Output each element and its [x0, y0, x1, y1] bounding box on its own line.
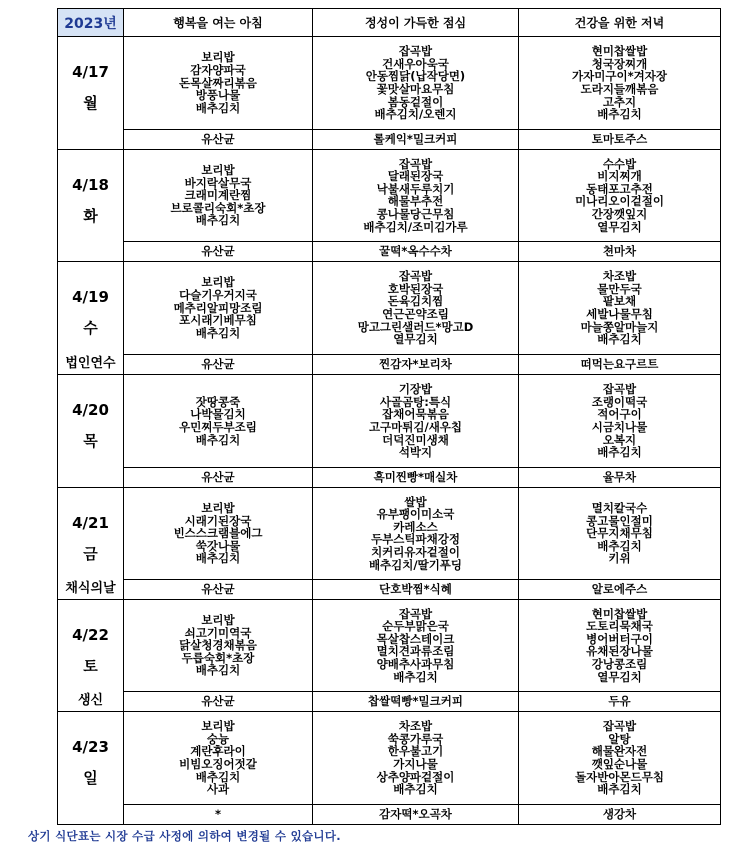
day-cell — [58, 488, 124, 600]
menu-item: 보리밥 — [201, 500, 235, 515]
snack-dinner-cell: 떠먹는요구르트 — [519, 354, 721, 374]
day-date: 4/19 — [72, 288, 109, 306]
dinner-cell — [519, 600, 721, 692]
snack-dinner-cell: 생강차 — [519, 804, 721, 824]
menu-item: 배추김치 — [597, 445, 642, 460]
menu-item: 비지찌개 — [597, 169, 642, 184]
day-weekday: 금 — [83, 545, 98, 563]
snack-row — [58, 129, 721, 149]
menu-item: 배추김치 — [195, 769, 241, 784]
menu-item: 고추지 — [602, 94, 637, 109]
menu-item: 콩고물인절미 — [586, 513, 653, 528]
menu-item: 낙불새두루치기 — [376, 181, 455, 196]
menu-item: 크래미계란찜 — [184, 188, 252, 203]
menu-item: 호박된장국 — [387, 281, 444, 296]
menu-item: 차조밥 — [398, 719, 433, 734]
lunch-cell — [313, 37, 519, 130]
header-row — [58, 9, 721, 37]
menu-item: 배추김치 — [597, 107, 642, 122]
day-row — [58, 262, 721, 355]
lunch-cell — [313, 150, 519, 242]
menu-item: 배추김치 — [195, 213, 241, 228]
menu-item: 석박지 — [398, 445, 433, 460]
day-row — [58, 712, 721, 805]
menu-item: 강낭콩조림 — [591, 657, 648, 671]
menu-item: 우민찌두부조림 — [179, 419, 257, 434]
menu-item: 망고그린샐러드*망고D — [357, 319, 474, 334]
day-note: 생신 — [77, 693, 104, 708]
menu-item: 두릅숙회*초장 — [181, 650, 255, 665]
menu-item: 더덕진미생채 — [382, 432, 449, 447]
menu-item: 현미찹쌀밥 — [591, 44, 648, 59]
day-row — [58, 488, 721, 580]
dinner-cell — [519, 262, 721, 355]
dinner-cell — [519, 488, 721, 580]
day-date: 4/22 — [72, 626, 109, 644]
day-row — [58, 600, 721, 692]
menu-item: 도라지들깨볶음 — [580, 81, 659, 96]
snack-breakfast-cell: 유산균 — [124, 691, 313, 711]
day-cell — [58, 600, 124, 712]
menu-item: 숭늉 — [206, 731, 230, 746]
day-note: 법인연수 — [65, 356, 116, 371]
menu-item: 사골곰탕:특식 — [379, 394, 452, 409]
menu-item: 가자미구이*겨자장 — [572, 69, 667, 84]
menu-item: 빈스스크램블에그 — [173, 526, 263, 541]
snack-dinner-cell: 율무차 — [519, 467, 721, 487]
lunch-cell — [313, 600, 519, 692]
breakfast-cell — [124, 262, 313, 355]
menu-item: 잡곡밥 — [398, 269, 433, 284]
snack-lunch-cell: 흑미찐빵*매실차 — [313, 467, 519, 487]
snack-lunch-cell: 꿀떡*옥수수차 — [313, 241, 519, 261]
menu-item: 배추김치/딸기푸딩 — [368, 557, 463, 572]
dinner-header: 건강을 위한 저녁 — [519, 9, 721, 37]
dinner-cell — [519, 37, 721, 130]
menu-item: 쌀밥 — [404, 494, 427, 509]
day-cell — [58, 262, 124, 375]
day-date: 4/21 — [72, 514, 109, 532]
menu-item: 미나리오이겉절이 — [575, 194, 664, 209]
menu-table — [57, 8, 721, 825]
menu-item: 배추김치 — [597, 332, 642, 347]
menu-item: 돌자반아몬드무침 — [575, 769, 664, 784]
day-note: 채식의날 — [65, 581, 116, 596]
menu-item: 보리밥 — [201, 612, 235, 627]
menu-item: 잡곡밥 — [398, 606, 433, 621]
menu-item: 두부스틱파채강정 — [371, 532, 460, 547]
snack-dinner-cell: 쳔마차 — [519, 241, 721, 261]
menu-item: 보리밥 — [201, 275, 235, 290]
menu-item: 알탕 — [608, 731, 631, 746]
menu-item: 해물부추전 — [387, 194, 444, 209]
day-row — [58, 150, 721, 242]
snack-row — [58, 804, 721, 824]
snack-breakfast-cell: * — [124, 804, 313, 824]
menu-item: 잡곡밥 — [602, 719, 637, 734]
menu-item: 목살찹스테이크 — [376, 631, 455, 646]
menu-item: 열무김치 — [393, 332, 438, 347]
menu-item: 양배추사과무침 — [376, 657, 455, 671]
menu-item: 배추김치 — [393, 782, 438, 797]
menu-item: 계란후라이 — [190, 744, 246, 759]
menu-item: 팥보채 — [602, 294, 637, 309]
snack-lunch-cell: 찹쌀떡빵*밀크커피 — [313, 691, 519, 711]
menu-item: 배추김치/조미김가루 — [363, 219, 468, 234]
menu-item: 잣땅콩죽 — [195, 394, 241, 409]
day-weekday: 화 — [83, 207, 98, 225]
lunch-header: 정성이 가득한 점심 — [313, 9, 519, 37]
snack-lunch-cell: 감자떡*오곡차 — [313, 804, 519, 824]
menu-item: 비빔오징어젓갈 — [179, 756, 257, 771]
menu-item: 보리밥 — [201, 162, 235, 177]
dinner-cell — [519, 150, 721, 242]
day-row — [58, 37, 721, 130]
menu-item: 포시래기베무침 — [179, 313, 257, 328]
breakfast-cell — [124, 150, 313, 242]
menu-item: 배추김치 — [597, 782, 642, 797]
menu-item: 해물완자전 — [591, 744, 648, 759]
menu-item: 현미찹쌀밥 — [591, 606, 648, 621]
menu-item: 한우불고기 — [387, 744, 444, 759]
day-date: 4/18 — [72, 176, 109, 194]
day-row — [58, 375, 721, 468]
dinner-cell — [519, 375, 721, 468]
menu-item: 배추김치 — [597, 538, 642, 553]
menu-item: 쑥갓나물 — [195, 538, 241, 553]
menu-item: 가지나물 — [393, 756, 438, 771]
menu-item: 바지락살무국 — [184, 175, 252, 190]
day-date: 4/20 — [72, 401, 109, 419]
menu-item: 동태포고추전 — [586, 181, 653, 196]
lunch-cell — [313, 262, 519, 355]
menu-item: 차조밥 — [602, 269, 637, 284]
menu-item: 사과 — [206, 782, 230, 797]
day-cell — [58, 37, 124, 150]
menu-item: 꽃맛살마요무침 — [376, 81, 455, 96]
menu-item: 시래기된장국 — [184, 513, 252, 528]
menu-item: 잡곡밥 — [398, 156, 433, 171]
menu-item: 병어버터구이 — [586, 631, 653, 646]
menu-item: 배추김치 — [393, 669, 438, 684]
menu-item: 나박물김치 — [190, 407, 246, 422]
menu-item: 마늘쫑알마늘지 — [580, 319, 659, 334]
menu-item: 배추김치 — [195, 100, 241, 115]
day-weekday: 목 — [83, 432, 98, 450]
menu-item: 오복지 — [602, 432, 637, 447]
menu-item: 열무김치 — [597, 669, 642, 684]
menu-item: 단무지채무침 — [586, 526, 653, 541]
menu-item: 멸치칼국수 — [591, 500, 648, 515]
day-weekday: 일 — [83, 769, 98, 787]
snack-dinner-cell: 토마토주스 — [519, 129, 721, 149]
menu-item: 세발나물무침 — [586, 306, 653, 321]
menu-item: 연근곤약조림 — [382, 306, 449, 321]
menu-item: 간장깻잎지 — [591, 207, 648, 221]
snack-lunch-cell: 롤케익*밀크커피 — [313, 129, 519, 149]
dinner-cell — [519, 712, 721, 805]
day-cell — [58, 375, 124, 488]
lunch-cell — [313, 375, 519, 468]
day-weekday: 수 — [83, 319, 98, 337]
year-header: 2023년 — [58, 9, 124, 37]
menu-item: 쇠고기미역국 — [184, 625, 252, 640]
snack-breakfast-cell: 유산균 — [124, 129, 313, 149]
menu-item: 방풍나물 — [195, 88, 241, 103]
menu-item: 배추김치 — [195, 551, 241, 566]
snack-row — [58, 241, 721, 261]
day-date: 4/17 — [72, 63, 109, 81]
breakfast-header: 행복을 여는 아침 — [124, 9, 313, 37]
menu-item: 배추김치 — [195, 432, 241, 447]
day-cell — [58, 712, 124, 825]
snack-breakfast-cell: 유산균 — [124, 467, 313, 487]
snack-row — [58, 579, 721, 599]
menu-item: 유채된장나물 — [586, 644, 653, 659]
menu-item: 시금치나물 — [591, 419, 648, 434]
menu-item: 적어구이 — [597, 407, 642, 422]
day-weekday: 월 — [83, 94, 98, 112]
breakfast-cell — [124, 375, 313, 468]
menu-item: 브로콜리숙회*초장 — [170, 200, 266, 215]
menu-item: 봄동겉절이 — [387, 94, 444, 109]
menu-item: 다슬기우거지국 — [179, 288, 257, 303]
menu-item: 콩나물당근무침 — [376, 207, 455, 221]
day-date: 4/23 — [72, 738, 109, 756]
menu-item: 유부팽이미소국 — [376, 507, 455, 522]
menu-item: 물만두국 — [597, 281, 642, 296]
menu-item: 순두부맑은국 — [382, 619, 449, 634]
menu-item: 기장밥 — [398, 382, 433, 397]
menu-item: 닭살청경채볶음 — [179, 638, 257, 653]
menu-item: 고구마튀김/새우칩 — [368, 419, 463, 434]
menu-item: 키위 — [608, 551, 631, 566]
lunch-cell — [313, 712, 519, 805]
menu-item: 건새우아욱국 — [382, 56, 449, 71]
breakfast-cell — [124, 37, 313, 130]
snack-lunch-cell: 찐감자*보리차 — [313, 354, 519, 374]
menu-item: 조랭이떡국 — [591, 394, 648, 409]
menu-item: 카레소스 — [393, 519, 438, 534]
snack-breakfast-cell: 유산균 — [124, 241, 313, 261]
snack-row — [58, 691, 721, 711]
snack-dinner-cell: 두유 — [519, 691, 721, 711]
menu-item: 열무김치 — [597, 219, 642, 234]
snack-lunch-cell: 단호박찜*식혜 — [313, 579, 519, 599]
menu-item: 돈목살짜리볶음 — [179, 75, 257, 90]
day-weekday: 토 — [83, 657, 98, 675]
menu-item: 치커리유자겉절이 — [371, 545, 460, 559]
snack-row — [58, 467, 721, 487]
menu-item: 보리밥 — [201, 50, 235, 65]
footer-note: 상기 식단표는 시장 수급 사정에 의하여 변경될 수 있습니다. — [28, 829, 341, 843]
menu-item: 수수밥 — [602, 156, 637, 171]
lunch-cell — [313, 488, 519, 580]
menu-item: 청국장찌개 — [591, 56, 648, 71]
snack-dinner-cell: 알로에주스 — [519, 579, 721, 599]
snack-breakfast-cell: 유산균 — [124, 354, 313, 374]
menu-item: 돈육김치찜 — [387, 294, 444, 309]
menu-item: 잡채어묵볶음 — [382, 407, 449, 422]
menu-item: 감자양파국 — [190, 63, 246, 78]
menu-item: 깻잎순나물 — [591, 756, 648, 771]
menu-item: 잡곡밥 — [602, 382, 637, 397]
breakfast-cell — [124, 712, 313, 805]
menu-item: 보리밥 — [201, 719, 235, 734]
menu-item: 잡곡밥 — [398, 44, 433, 59]
menu-item: 메추리알피망조림 — [173, 300, 263, 315]
menu-item: 배추김치 — [195, 325, 241, 340]
menu-item: 상추양파겉절이 — [376, 769, 455, 784]
menu-item: 멸치견과류조림 — [376, 644, 455, 659]
menu-item: 배추김치/오렌지 — [374, 107, 457, 122]
menu-item: 달래된장국 — [387, 169, 444, 184]
breakfast-cell — [124, 488, 313, 580]
menu-item: 배추김치 — [195, 663, 241, 678]
snack-breakfast-cell: 유산균 — [124, 579, 313, 599]
day-cell — [58, 150, 124, 262]
menu-item: 도토리묵채국 — [586, 619, 653, 634]
menu-item: 안동찜닭(납작당면) — [365, 69, 466, 84]
snack-row — [58, 354, 721, 374]
breakfast-cell — [124, 600, 313, 692]
menu-item: 쑥콩가루국 — [387, 731, 444, 746]
